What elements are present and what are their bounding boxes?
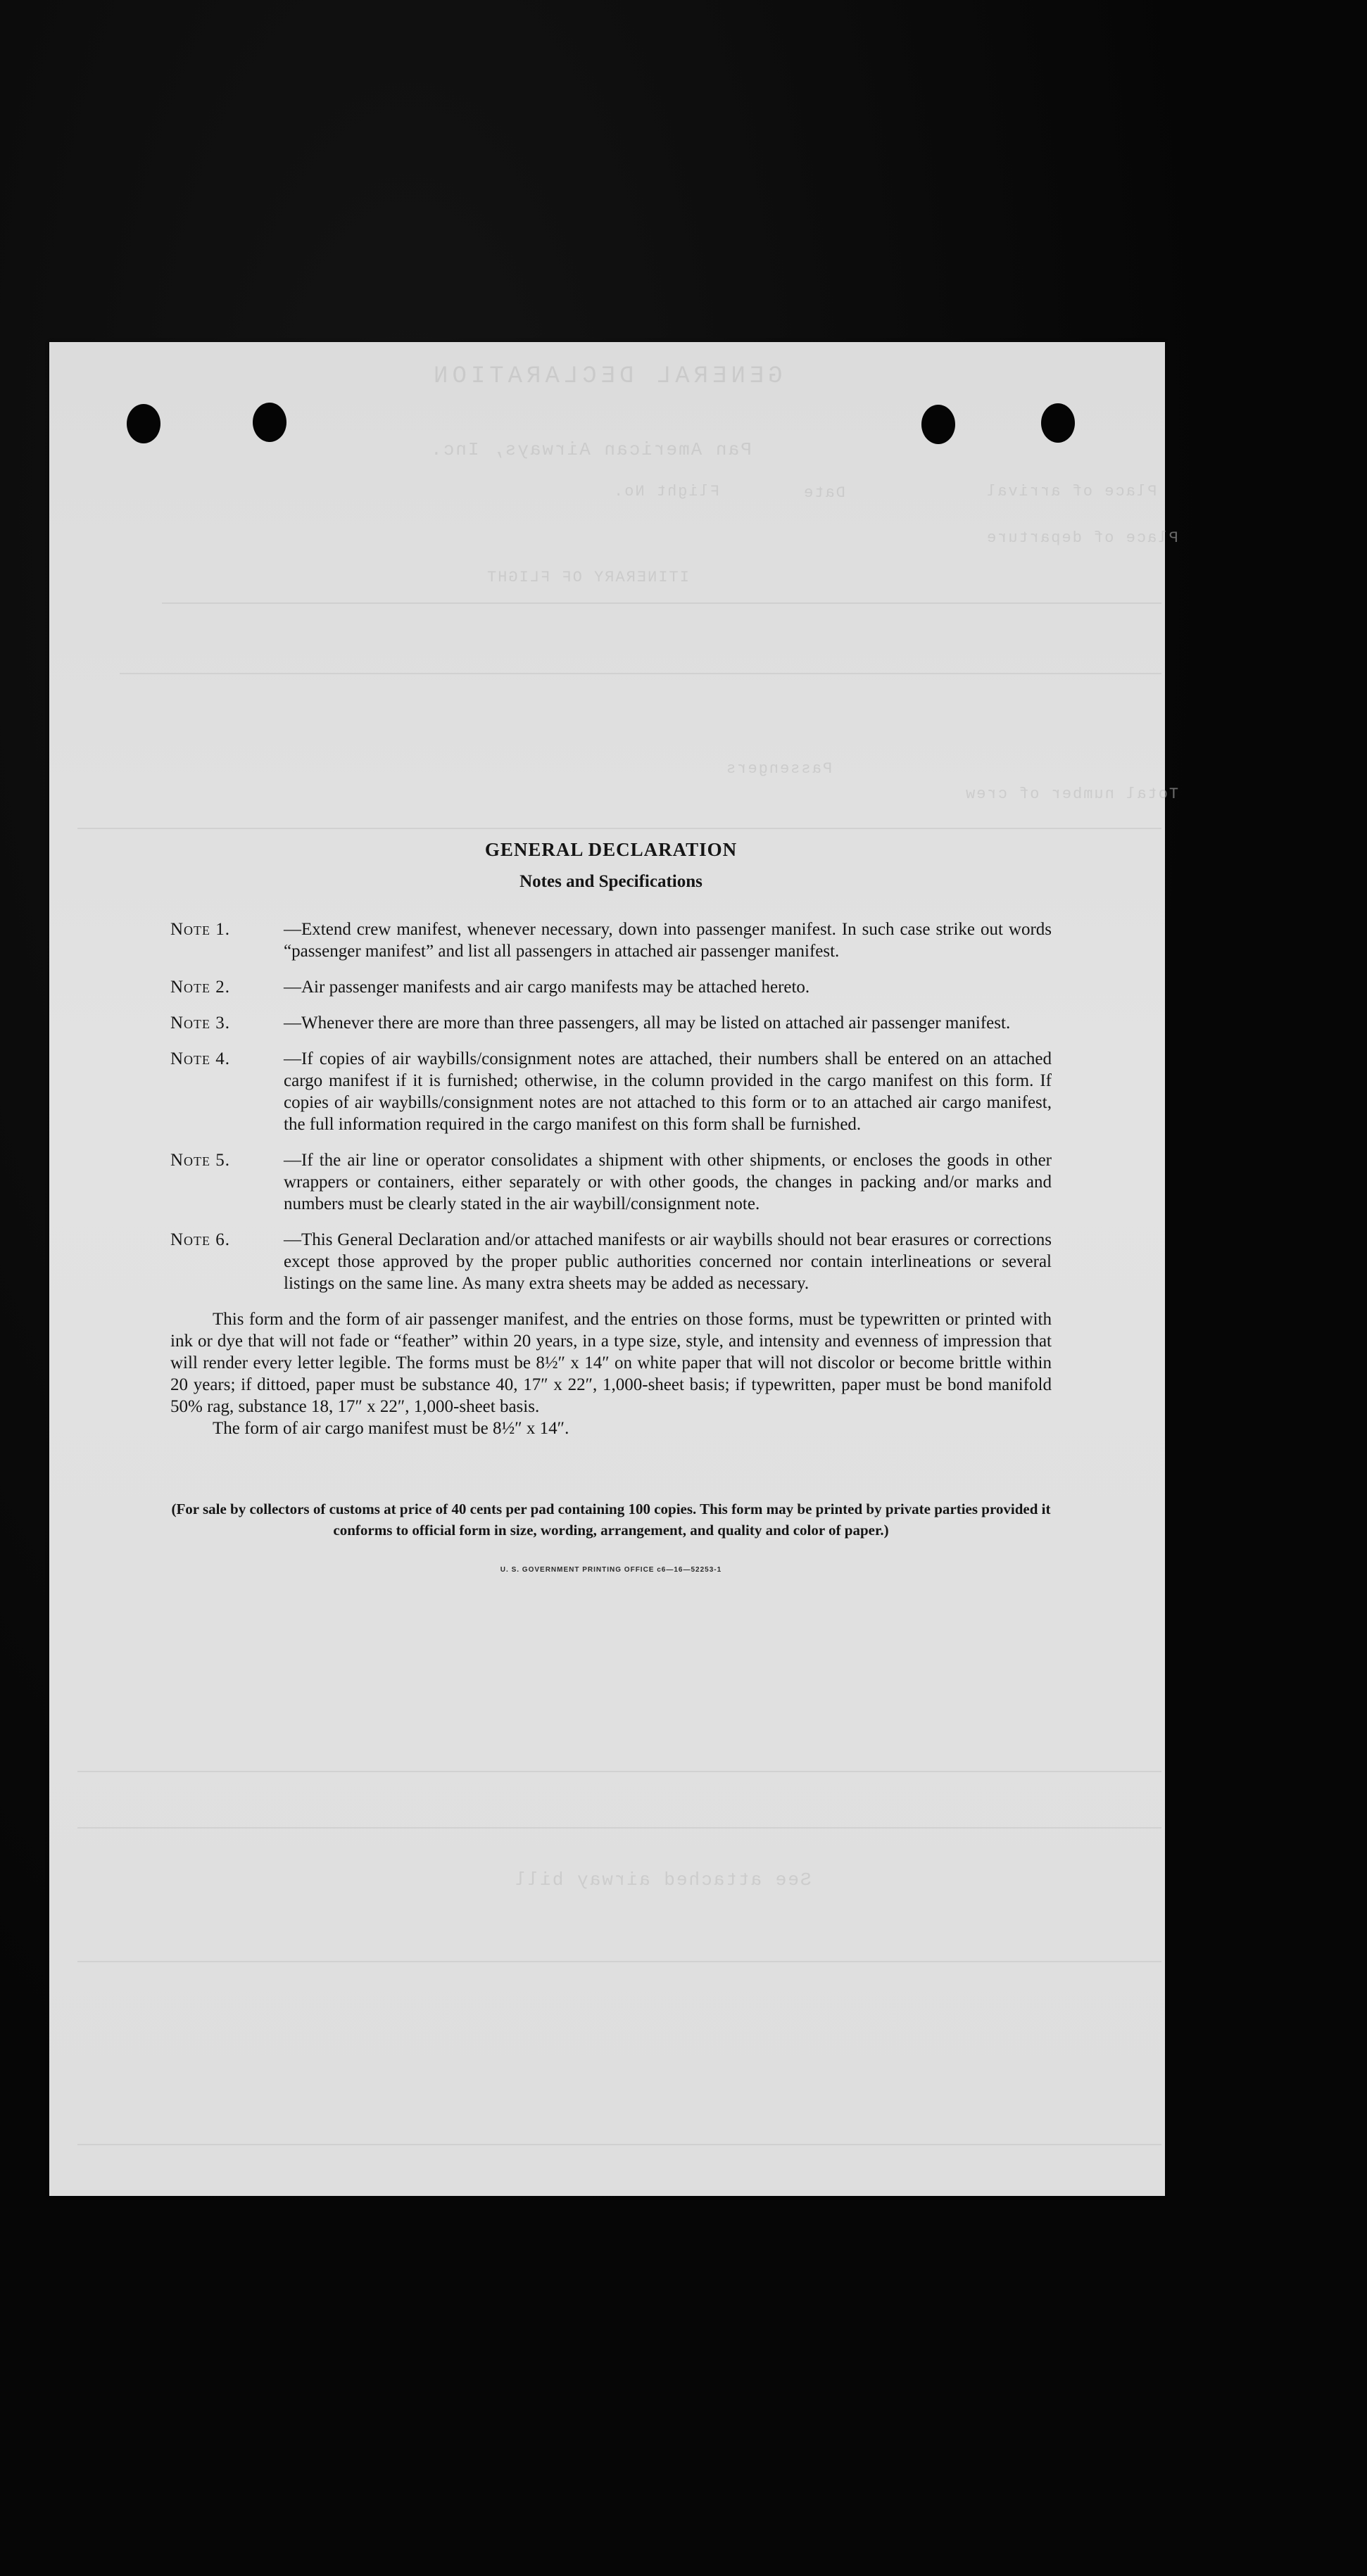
bleedthrough-departure: Place of departure xyxy=(985,529,1178,547)
punch-hole xyxy=(1041,403,1075,443)
note-4 xyxy=(170,1048,1052,1135)
note-label: Note 1. xyxy=(170,920,231,939)
bleedthrough-date: Date xyxy=(802,484,845,502)
bleedthrough-arrival: Place of arrival xyxy=(985,483,1157,500)
punch-hole xyxy=(127,404,160,443)
bleedthrough-rule xyxy=(120,673,1161,674)
note-text: —If the air line or operator consolidates a shipment with other shipments, or encloses the goods in other wrappers or containers, either separately or with other goods, the changes in packing and/or marks and numbers must be clearly stated in the air waybill/consignment note. xyxy=(284,1151,1052,1213)
note-text: —If copies of air waybills/consignment notes are attached, their numbers shall be entered on an attached cargo manifest if it is furnished; otherwise, in the column provided in the cargo manifest on this form. If copies of air waybills/consignment notes are not attached to this form or to an attached air cargo manifest, the full information required in the cargo manifest on this form shall be furnished. xyxy=(284,1049,1052,1134)
note-text: —Air passenger manifests and air cargo manifests may be attached hereto. xyxy=(284,978,810,997)
note-text: —This General Declaration and/or attached manifests or air waybills should not bear erasures or corrections except those approved by the proper public authorities concerned nor contain interlineations or several listings on the same line. As many extra sheets may be added as necessary. xyxy=(284,1230,1052,1293)
cargo-manifest-size: The form of air cargo manifest must be 8½″ x 14″. xyxy=(213,1419,569,1438)
note-label: Note 2. xyxy=(170,978,231,997)
notes-and-specifications xyxy=(170,839,1052,1574)
bleedthrough-rule xyxy=(77,828,1161,829)
note-2 xyxy=(170,976,1052,998)
note-3 xyxy=(170,1012,1052,1034)
bleedthrough-itinerary: ITINERARY OF FLIGHT xyxy=(486,569,689,586)
bleedthrough-rule xyxy=(77,1771,1161,1772)
bleedthrough-see-attached: See attached airway bill xyxy=(514,1869,812,1890)
punch-hole xyxy=(921,405,955,444)
note-text: —Extend crew manifest, whenever necessary, down into passenger manifest. In such case strike out words “passenger manifest” and list all passengers in attached air passenger manifest. xyxy=(284,920,1052,961)
note-label: Note 6. xyxy=(170,1230,231,1249)
punch-hole xyxy=(253,403,286,442)
printing-office-imprint: U. S. GOVERNMENT PRINTING OFFICE c6—16—52253-1 xyxy=(500,1566,722,1574)
note-5 xyxy=(170,1149,1052,1215)
note-label: Note 4. xyxy=(170,1049,231,1068)
bleedthrough-passengers: Passengers xyxy=(725,760,833,778)
bleedthrough-rule xyxy=(77,2144,1161,2145)
bleedthrough-rule xyxy=(162,602,1161,604)
document-subtitle: Notes and Specifications xyxy=(519,872,703,891)
sale-notice: (For sale by collectors of customs at price of 40 cents per pad containing 100 copies. This form may be printed by private parties provided it conforms to official form in size, wording, arrangement, and quality and color of paper.) xyxy=(171,1501,1051,1539)
document-title: GENERAL DECLARATION xyxy=(484,839,738,860)
bleedthrough-airline: Pan American Airways, Inc. xyxy=(429,439,752,460)
note-6 xyxy=(170,1229,1052,1294)
bleedthrough-flight: Flight No. xyxy=(612,483,720,500)
bleedthrough-rule xyxy=(77,1961,1161,1962)
note-label: Note 5. xyxy=(170,1151,231,1170)
note-1 xyxy=(170,918,1052,962)
note-label: Note 3. xyxy=(170,1014,231,1033)
bleedthrough-crew: Total number of crew xyxy=(964,785,1179,803)
specification-paragraph: This form and the form of air passenger manifest, and the entries on those forms, must be typewritten or printed with ink or dye that will not fade or “feather” within 20 years, in a type size, style, and intensity and evenness of impression that will render every letter legible. The forms must be 8½″ x 14″ on white paper that will not discolor or become brittle within 20 years; if dittoed, paper must be substance 40, 17″ x 22″, 1,000-sheet basis; if typewritten, paper must be bond manifold 50% rag, substance 18, 17″ x 22″, 1,000-sheet basis. xyxy=(170,1310,1052,1416)
note-text: —Whenever there are more than three passengers, all may be listed on attached air passenger manifest. xyxy=(284,1014,1011,1033)
bleedthrough-header: GENERAL DECLARATION xyxy=(429,363,783,390)
bleedthrough-rule xyxy=(77,1827,1161,1829)
